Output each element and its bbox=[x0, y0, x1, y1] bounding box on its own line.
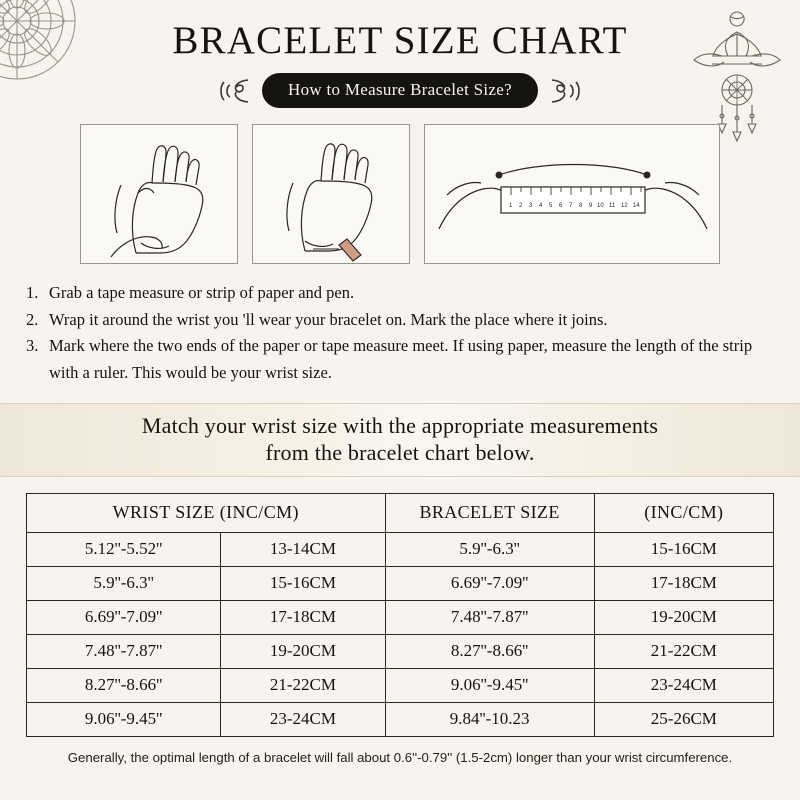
mandala-ornament-icon bbox=[0, 0, 92, 96]
cell-wrist-inch: 8.27''-8.66'' bbox=[27, 668, 221, 702]
cell-wrist-inch: 9.06''-9.45'' bbox=[27, 702, 221, 736]
cell-bracelet-cm: 23-24CM bbox=[594, 668, 773, 702]
svg-text:11: 11 bbox=[609, 203, 616, 209]
cell-wrist-cm: 13-14CM bbox=[221, 532, 385, 566]
cell-bracelet-inch: 7.48''-7.87'' bbox=[385, 600, 594, 634]
svg-text:7: 7 bbox=[569, 203, 573, 209]
table-row bbox=[27, 532, 774, 566]
cell-wrist-inch: 5.12''-5.52'' bbox=[27, 532, 221, 566]
column-header-wrist-size: WRIST SIZE (INC/CM) bbox=[27, 493, 386, 532]
footer-note: Generally, the optimal length of a bracelet will fall about 0.6''-0.79'' (1.5-2cm) longer than your wrist circumference. bbox=[67, 749, 733, 765]
step-text: Grab a tape measure or strip of paper and pen. bbox=[49, 283, 355, 302]
table-row bbox=[27, 634, 774, 668]
step-number: 2. bbox=[26, 309, 39, 329]
svg-text:4: 4 bbox=[539, 203, 543, 209]
cell-wrist-cm: 21-22CM bbox=[221, 668, 385, 702]
step-text: Wrap it around the wrist you 'll wear your bracelet on. Mark the place where it joins. bbox=[49, 309, 608, 329]
cell-bracelet-cm: 15-16CM bbox=[594, 532, 773, 566]
hand-with-paper-strip-illustration bbox=[252, 124, 410, 264]
svg-text:12: 12 bbox=[621, 203, 628, 209]
cell-wrist-inch: 6.69''-7.09'' bbox=[27, 600, 221, 634]
step-number: 1. bbox=[26, 283, 39, 302]
svg-text:1: 1 bbox=[509, 203, 513, 209]
cell-bracelet-inch: 9.84''-10.23 bbox=[385, 702, 594, 736]
cell-wrist-inch: 5.9''-6.3'' bbox=[27, 566, 221, 600]
svg-text:9: 9 bbox=[589, 203, 593, 209]
match-wrist-size-banner bbox=[0, 403, 800, 477]
cell-bracelet-inch: 9.06''-9.45'' bbox=[385, 668, 594, 702]
svg-text:8: 8 bbox=[579, 203, 583, 209]
list-item bbox=[26, 307, 774, 334]
svg-text:5: 5 bbox=[549, 203, 553, 209]
banner-line-2: from the bracelet chart below. bbox=[265, 439, 535, 465]
cell-bracelet-cm: 19-20CM bbox=[594, 600, 773, 634]
table-row bbox=[27, 702, 774, 736]
banner-line-1: Match your wrist size with the appropriate measurements bbox=[141, 413, 659, 439]
instruction-images bbox=[0, 124, 800, 264]
hand-with-tape-measure-illustration bbox=[80, 124, 238, 264]
svg-text:10: 10 bbox=[597, 203, 604, 209]
size-chart-table bbox=[26, 493, 774, 737]
subtitle-row bbox=[0, 73, 800, 108]
table-header-row bbox=[27, 493, 774, 532]
cell-bracelet-inch: 5.9''-6.3'' bbox=[385, 532, 594, 566]
cell-bracelet-inch: 6.69''-7.09'' bbox=[385, 566, 594, 600]
table-row bbox=[27, 668, 774, 702]
cell-wrist-cm: 23-24CM bbox=[221, 702, 385, 736]
left-flourish-icon bbox=[218, 76, 252, 106]
cell-wrist-cm: 17-18CM bbox=[221, 600, 385, 634]
page-title: BRACELET SIZE CHART bbox=[172, 19, 628, 62]
cell-wrist-inch: 7.48''-7.87'' bbox=[27, 634, 221, 668]
step-text: Mark where the two ends of the paper or tape measure meet. If using paper, measure the length of the strip with a ruler. This would be your wrist size. bbox=[49, 336, 753, 383]
svg-text:14: 14 bbox=[633, 203, 640, 209]
list-item bbox=[26, 280, 774, 307]
column-header-bracelet-units: (INC/CM) bbox=[594, 493, 773, 532]
instruction-steps bbox=[26, 280, 774, 387]
list-item bbox=[26, 333, 774, 386]
cell-bracelet-cm: 17-18CM bbox=[594, 566, 773, 600]
svg-text:2: 2 bbox=[519, 203, 523, 209]
column-header-bracelet-size: BRACELET SIZE bbox=[385, 493, 594, 532]
cell-bracelet-inch: 8.27''-8.66'' bbox=[385, 634, 594, 668]
cell-bracelet-cm: 25-26CM bbox=[594, 702, 773, 736]
cell-bracelet-cm: 21-22CM bbox=[594, 634, 773, 668]
hands-measuring-strip-with-ruler-illustration bbox=[424, 124, 720, 264]
table-row bbox=[27, 566, 774, 600]
subtitle-pill: How to Measure Bracelet Size? bbox=[262, 73, 538, 108]
cell-wrist-cm: 19-20CM bbox=[221, 634, 385, 668]
step-number: 3. bbox=[26, 336, 39, 356]
table-row bbox=[27, 600, 774, 634]
cell-wrist-cm: 15-16CM bbox=[221, 566, 385, 600]
right-flourish-icon bbox=[548, 76, 582, 106]
svg-text:3: 3 bbox=[529, 203, 533, 209]
svg-text:6: 6 bbox=[559, 203, 563, 209]
